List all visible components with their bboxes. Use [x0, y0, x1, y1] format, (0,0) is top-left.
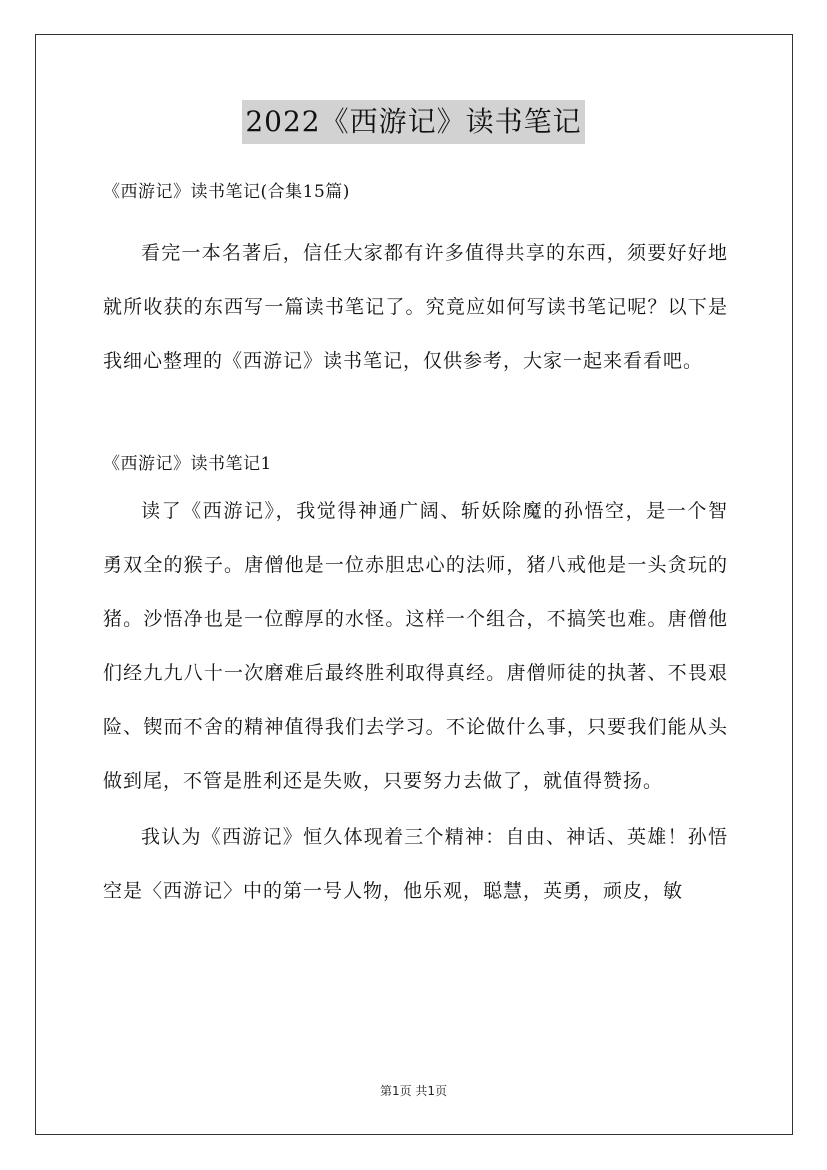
section-heading: 《西游记》读书笔记1 — [103, 454, 272, 474]
document-title: 2022《西游记》读书笔记 — [242, 100, 584, 144]
document-subtitle: 《西游记》读书笔记(合集15篇) — [103, 182, 350, 202]
page-footer: 第1页 共1页 — [379, 1084, 448, 1098]
body-paragraph-1: 读了《西游记》，我觉得神通广阔、斩妖除魔的孙悟空，是一个智勇双全的猴子。唐僧他是一位赤胆忠心的法师，猪八戒他是一头贪玩的猪。沙悟净也是一位醇厚的水怪。这样一个组合，不搞笑也难。唐僧他们经九九八十一次磨难后最终胜利取得真经。唐僧师徒的执著、不畏艰险、锲而不舍的精神值得我们去学习。不论做什么事，只要我们能从头做到尾，不管是胜利还是失败，只要努力去做了，就值得赞扬。 — [103, 500, 728, 792]
intro-paragraph: 看完一本名著后，信任大家都有许多值得共享的东西，须要好好地就所收获的东西写一篇读书笔记了。究竟应如何写读书笔记呢？以下是我细心整理的《西游记》读书笔记，仅供参考，大家一起来看看吧。 — [103, 242, 728, 372]
document-body — [103, 176, 728, 918]
body-paragraph-2: 我认为《西游记》恒久体现着三个精神：自由、神话、英雄！孙悟空是〈西游记〉中的第一号人物，他乐观，聪慧，英勇，顽皮，敏 — [103, 826, 728, 902]
title-container — [0, 100, 827, 144]
